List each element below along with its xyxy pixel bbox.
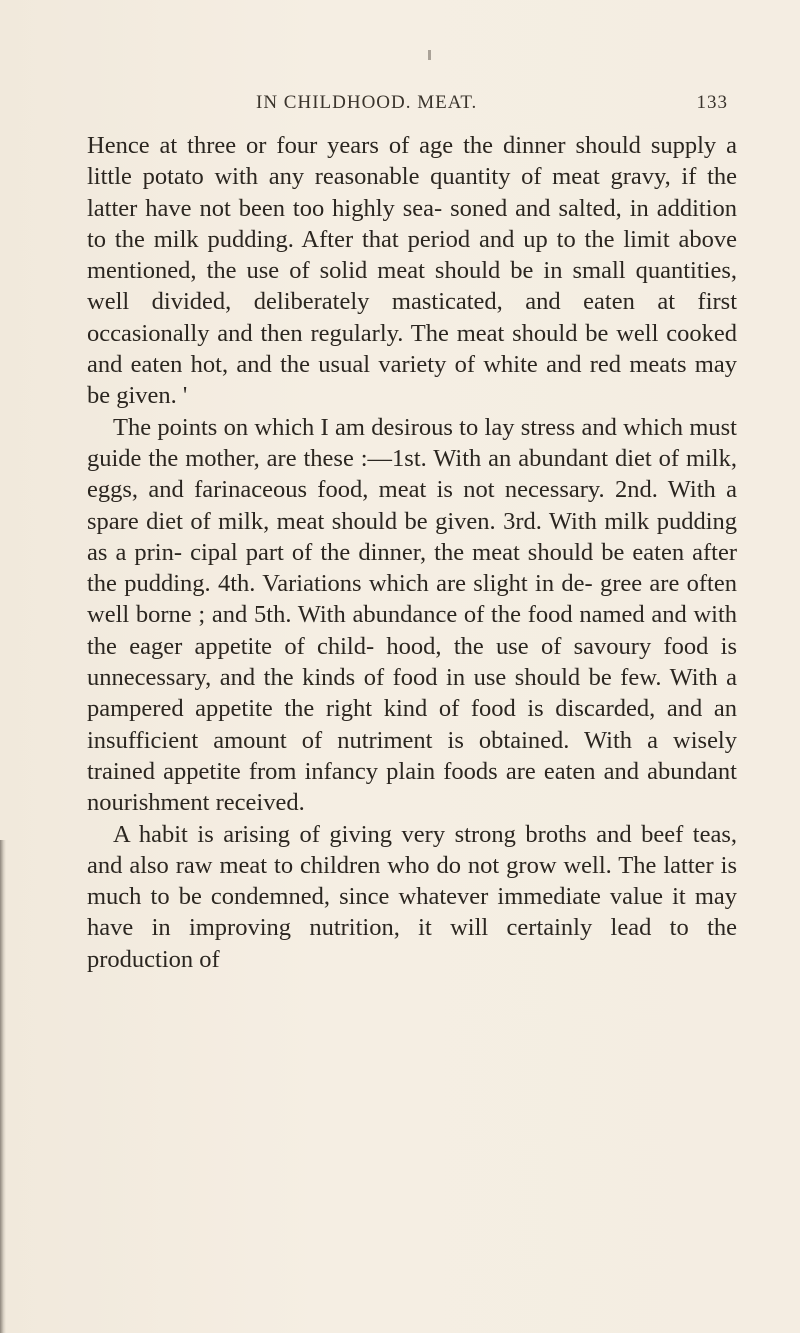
page-edge-shadow	[0, 840, 6, 1333]
paragraph-2: The points on which I am desirous to lay stress and which must guide the mother, are these :—1st. With an abundant diet of milk, eggs, and farinaceous food, meat is not necessary. 2nd. With a spare diet of milk, meat should be given. 3rd. With milk pudding as a prin- cipal part of the dinner, the meat should be eaten after the pudding. 4th. Variations which are slight in de- gree are often well borne ; and 5th. With abundance of the food named and with the eager appetite of child- hood, the use of savoury food is unnecessary, and the kinds of food in use should be few. With a pampered appetite the right kind of food is discarded, and an insufficient amount of nutriment is obtained. With a wisely trained appetite from infancy plain foods are eaten and abundant nourishment received.	[87, 413, 737, 817]
running-head: IN CHILDHOOD. MEAT.	[256, 92, 478, 113]
paragraph-3: A habit is arising of giving very strong broths and beef teas, and also raw meat to children who do not grow well. The latter is much to be condemned, since whatever immediate value it may have in improving nutrition, it will certainly lead to the production of	[87, 820, 737, 973]
body-text	[87, 130, 737, 975]
page-number: 133	[696, 92, 728, 113]
page-header	[96, 92, 736, 118]
paragraph-1: Hence at three or four years of age the dinner should supply a little potato with any reasonable quantity of meat gravy, if the latter have not been too highly sea- soned and salted, in addition to the milk pudding. After that period and up to the limit above mentioned, the use of solid meat should be in small quantities, well divided, deliberately masticated, and eaten at first occasionally and then regularly. The meat should be well cooked and eaten hot, and the usual variety of white and red meats may be given. '	[87, 132, 737, 410]
printer-mark	[428, 50, 431, 60]
